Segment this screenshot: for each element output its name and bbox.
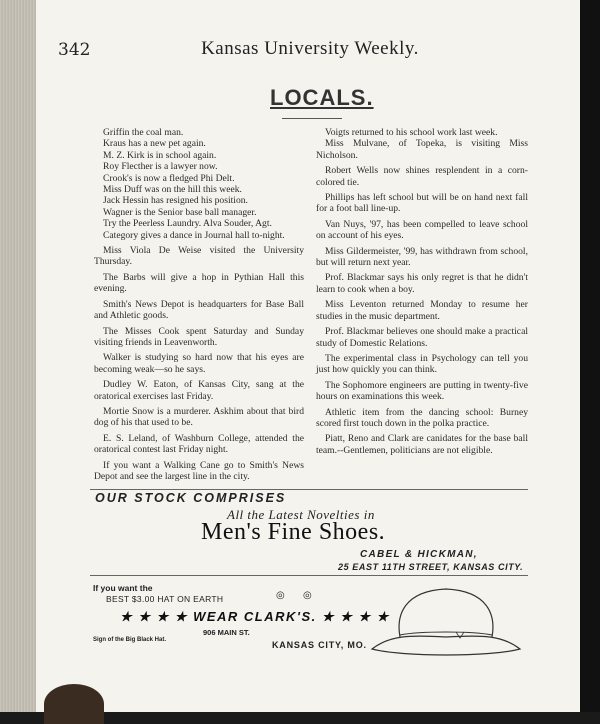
page-number: 342 [58,40,91,60]
local-item: Griffin the coal man. [103,127,184,138]
shoe-ad-firm: CABEL & HICKMAN, [360,549,478,560]
local-item: Try the Peerless Laundry. Alva Souder, Agt. [103,218,272,230]
local-item: Voigts returned to his school work last week. [325,127,498,138]
shoe-ad-line2: All the Latest Novelties in [227,507,375,522]
title-rule [282,118,342,119]
local-item: Miss Duff was on the hill this week. [103,184,242,196]
hat-ad-line2: BEST $3.00 HAT ON EARTH [106,594,224,604]
local-item: Category gives a dance in Journal hall to-night. [103,229,285,241]
ornament-icon: ◎ [303,590,312,601]
local-item: Robert Wells now shines resplendent in a corn-colored tie. [316,165,528,188]
local-item: Miss Mulvane, of Topeka, is visiting Miss Nicholson. [316,138,528,161]
dark-margin [580,0,600,712]
local-item: The Sophomore engineers are putting in twenty-five hours on examinations this week. [316,379,528,403]
ad-divider [90,575,528,576]
publication-title: Kansas University Weekly. [201,38,419,59]
hat-ad-city: KANSAS CITY, MO. [272,640,367,650]
local-item: Roy Flecther is a lawyer now. [103,161,218,173]
local-item: Athletic item from the dancing school: Burney scored first touch down in the polka practice. [316,406,528,429]
local-item: Phillips has left school but will be on hand next fall for a foot ball line-up. [316,192,528,215]
book-page-edges [0,0,36,712]
local-item: M. Z. Kirk is in school again. [103,149,217,161]
hat-ad-sign: Sign of the Big Black Hat. [93,637,167,643]
local-item: The Misses Cook spent Saturday and Sunday visiting friends in Leavenworth. [94,325,304,348]
local-item: Piatt, Reno and Clark are canidates for the base ball team.--Gentlemen, politicians are not eligible. [316,433,528,456]
ornament-icon: ◎ [276,590,285,601]
local-item: Miss Viola De Weise visited the University Thursday. [94,245,304,268]
local-item: Prof. Blackmar believes one should make a practical study of Domestic Relations. [316,326,528,349]
local-item: E. S. Leland, of Washburn College, attended the oratorical contest last Friday night. [94,432,304,456]
left-column [94,127,304,486]
bowler-hat-icon [370,585,522,657]
local-item: Dudley W. Eaton, of Kansas City, sang at the oratorical exercises last Friday. [94,379,304,402]
local-item: Walker is studying so hard now that his eyes are becoming weak—so he says. [94,352,304,375]
local-item: The Barbs will give a hop in Pythian Hall this evening. [94,271,304,295]
local-item: The experimental class in Psychology can tell you just how quickly you can think. [316,352,528,376]
hat-ad-headline: ★ ★ ★ ★ WEAR CLARK'S. ★ ★ ★ ★ [120,609,390,624]
right-column [316,127,528,460]
local-item: Miss Leventon returned Monday to resume her studies in the music department. [316,299,528,322]
ad-divider [90,489,528,490]
shoe-ad-address: 25 EAST 11TH STREET, KANSAS CITY. [338,562,524,572]
local-item: Van Nuys, '97, has been compelled to leave school on account of his eyes. [316,218,528,242]
shoe-ad-line1: OUR STOCK COMPRISES [95,491,287,505]
local-item: Mortie Snow is a murderer. Askhim about that bird dog of his that used to be. [94,405,304,429]
hat-ad-street: 906 MAIN ST. [203,628,250,637]
local-item: Smith's News Depot is headquarters for Base Ball and Athletic goods. [94,298,304,322]
local-item: Crook's is now a fledged Phi Delt. [103,172,235,184]
local-item: Jack Hessin has resigned his position. [103,195,248,207]
local-item: If you want a Walking Cane go to Smith's News Depot and see the largest line in the city. [94,459,304,482]
local-item: Miss Gildermeister, '99, has withdrawn from school, but will return next year. [316,245,528,269]
shoe-ad-headline: Men's Fine Shoes. [201,519,386,545]
section-title: LOCALS. [270,85,374,110]
local-item: Wagner is the Senior base ball manager. [103,206,257,218]
local-item: Kraus has a new pet again. [103,138,206,150]
hat-ad-line1: If you want the [93,583,153,593]
thumb [44,684,104,724]
local-item: Prof. Blackmar says his only regret is that he didn't learn to cook when a boy. [316,272,528,295]
